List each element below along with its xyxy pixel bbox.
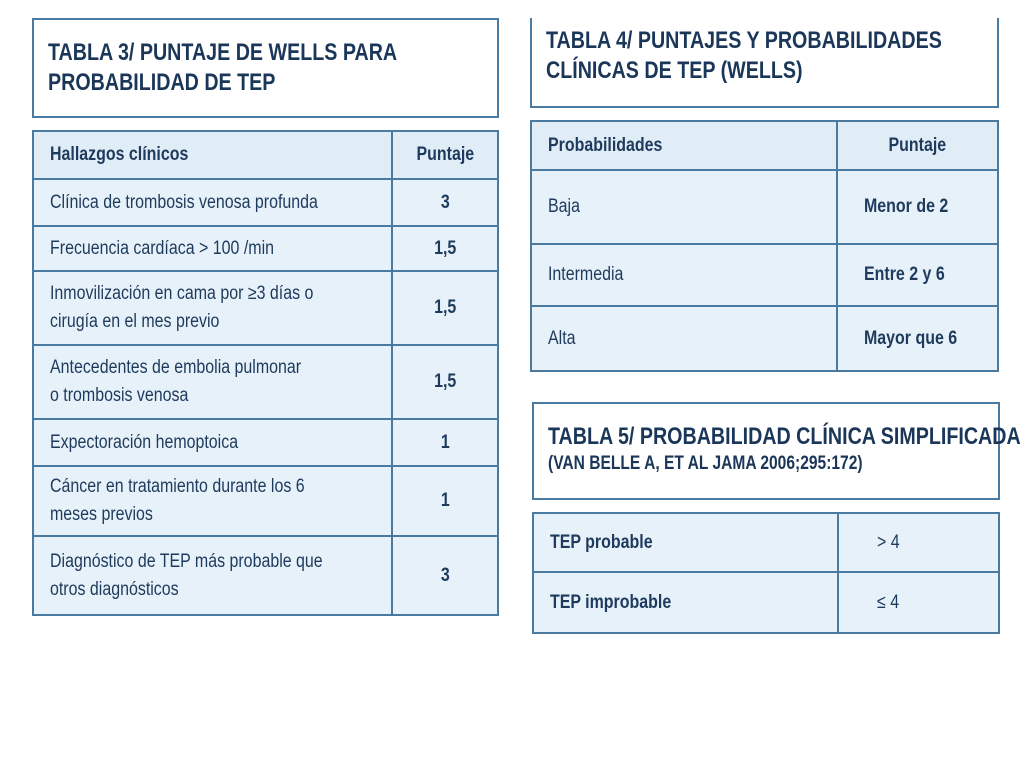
- table3-row-score: 3: [392, 536, 498, 615]
- table3-row-score: 1,5: [392, 271, 498, 345]
- table3-row-score: 3: [392, 179, 498, 226]
- table3-row-finding: Expectoración hemoptoica: [33, 419, 392, 466]
- table-row: [533, 572, 999, 633]
- table4-row-value: Menor de 2: [837, 170, 998, 244]
- table3-header-row: [33, 131, 498, 179]
- table-row: [33, 179, 498, 226]
- table4-row-value: Mayor que 6: [837, 306, 998, 371]
- table3-title-line1: TABLA 3/ PUNTAJE DE WELLS PARA: [48, 39, 398, 66]
- table3-row-finding: Diagnóstico de TEP más probable que otros diagnósticos: [33, 536, 392, 615]
- table4-row-label: Baja: [531, 170, 837, 244]
- table3-row-score: 1: [392, 419, 498, 466]
- table5-title-line2: (VAN BELLE A, ET AL JAMA 2006;295:172): [548, 453, 863, 474]
- table-row: [33, 466, 498, 536]
- table-row: [531, 306, 998, 371]
- table5: [532, 512, 1000, 632]
- table4-header-score: Puntaje: [837, 121, 998, 170]
- table4-title-box: [530, 18, 999, 108]
- table4-header-row: [531, 121, 998, 170]
- table3-row-finding: Clínica de trombosis venosa profunda: [33, 179, 392, 226]
- table4-title-line1: TABLA 4/ PUNTAJES Y PROBABILIDADES: [546, 27, 942, 54]
- table5-title-box: [532, 402, 1021, 500]
- table3-row-finding: Frecuencia cardíaca > 100 /min: [33, 226, 392, 271]
- table3-row-score: 1: [392, 466, 498, 536]
- table4-header-probability: Probabilidades: [531, 121, 837, 170]
- table-row: [33, 536, 498, 615]
- table-row: [533, 513, 999, 572]
- table5-row-label: TEP improbable: [533, 572, 838, 633]
- table5-row-value: ≤ 4: [838, 572, 999, 633]
- table5-row-label: TEP probable: [533, 513, 838, 572]
- table4-row-label: Intermedia: [531, 244, 837, 306]
- table3-row-finding: Cáncer en tratamiento durante los 6 meses previos: [33, 466, 392, 536]
- table3-header-score: Puntaje: [392, 131, 498, 179]
- table5-row-value: > 4: [838, 513, 999, 572]
- table-row: [531, 244, 998, 306]
- table-row: [33, 419, 498, 466]
- table-row: [33, 226, 498, 271]
- table4: [530, 120, 999, 370]
- table-row: [531, 170, 998, 244]
- table-row: [33, 271, 498, 345]
- table3-row-finding: Antecedentes de embolia pulmonar o trombosis venosa: [33, 345, 392, 419]
- table3: [32, 130, 499, 614]
- table3-row-score: 1,5: [392, 345, 498, 419]
- table3-row-score: 1,5: [392, 226, 498, 271]
- table-row: [33, 345, 498, 419]
- table3-title-line2: PROBABILIDAD DE TEP: [48, 69, 276, 96]
- table3-row-finding: Inmovilización en cama por ≥3 días o cirugía en el mes previo: [33, 271, 392, 345]
- table4-title-line2: CLÍNICAS DE TEP (WELLS): [546, 57, 803, 84]
- table3-header-findings: Hallazgos clínicos: [33, 131, 392, 179]
- table3-title-box: [32, 18, 499, 118]
- table4-row-value: Entre 2 y 6: [837, 244, 998, 306]
- table5-title-line1: TABLA 5/ PROBABILIDAD CLÍNICA SIMPLIFICADA: [548, 423, 1021, 450]
- table4-row-label: Alta: [531, 306, 837, 371]
